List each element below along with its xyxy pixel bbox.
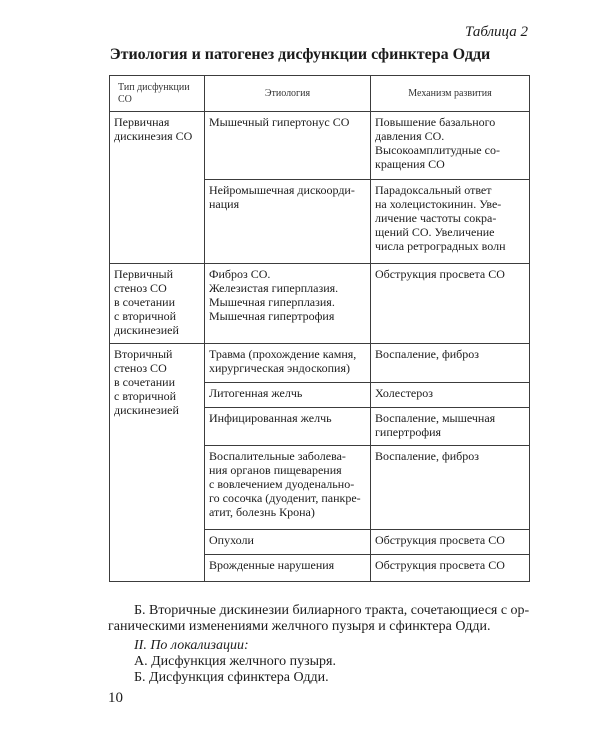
etiology-cell: Нейромышечная дискоорди- нация — [205, 180, 371, 264]
header-type: Тип дисфункции СО — [110, 76, 205, 112]
mechanism-cell: Парадоксальный ответ на холецистокинин. Уве- личение частоты сокра- щений СО. Увеличение числа ретроградных волн — [371, 180, 530, 264]
mechanism-cell: Воспаление, мышечная гипертрофия — [371, 408, 530, 446]
table-row — [110, 112, 530, 180]
etiology-table — [109, 75, 530, 582]
etiology-cell: Травма (прохождение камня, хирургическая эндоскопия) — [205, 344, 371, 383]
mechanism-cell: Повышение базального давления СО. Высокоамплитудные со- кращения СО — [371, 112, 530, 180]
table-title: Этиология и патогенез дисфункции сфинктера Одди — [109, 46, 491, 63]
type-cell: Первичная дискинезия СО — [110, 112, 205, 264]
mechanism-cell: Воспаление, фиброз — [371, 344, 530, 383]
etiology-cell: Литогенная желчь — [205, 383, 371, 408]
mechanism-cell: Обструкция просвета СО — [371, 530, 530, 555]
type-cell: Первичный стеноз СО в сочетании с вторичной дискинезией — [110, 264, 205, 344]
mechanism-cell: Обструкция просвета СО — [371, 264, 530, 344]
etiology-cell: Опухоли — [205, 530, 371, 555]
etiology-cell: Воспалительные заболева- ния органов пищеварения с вовлечением дуоденально- го сосочка (дуоденит, панкре- атит, болезнь Крона) — [205, 446, 371, 530]
list-item: А. Дисфункция желчного пузыря. — [134, 654, 336, 669]
etiology-cell: Инфицированная желчь — [205, 408, 371, 446]
table-row — [110, 344, 530, 383]
mechanism-cell: Холестероз — [371, 383, 530, 408]
table-row — [110, 264, 530, 344]
body-paragraph: Б. Вторичные дискинезии билиарного тракта, сочетающиеся с ор-ганическими изменениями желчного пузыря и сфинктера Одди. — [108, 603, 530, 634]
etiology-cell: Врожденные нарушения — [205, 555, 371, 582]
table-header-row — [110, 76, 530, 112]
table-label: Таблица 2 — [465, 24, 528, 40]
page-number: 10 — [108, 690, 123, 706]
localization-heading: II. По локализации: — [134, 638, 249, 653]
etiology-cell: Мышечный гипертонус СО — [205, 112, 371, 180]
type-cell: Вторичный стеноз СО в сочетании с вторичной дискинезией — [110, 344, 205, 582]
header-etiology: Этиология — [205, 76, 371, 112]
list-item: Б. Дисфункция сфинктера Одди. — [134, 670, 329, 685]
header-mechanism: Механизм развития — [371, 76, 530, 112]
mechanism-cell: Воспаление, фиброз — [371, 446, 530, 530]
mechanism-cell: Обструкция просвета СО — [371, 555, 530, 582]
etiology-cell: Фиброз СО. Железистая гиперплазия. Мышечная гиперплазия. Мышечная гипертрофия — [205, 264, 371, 344]
